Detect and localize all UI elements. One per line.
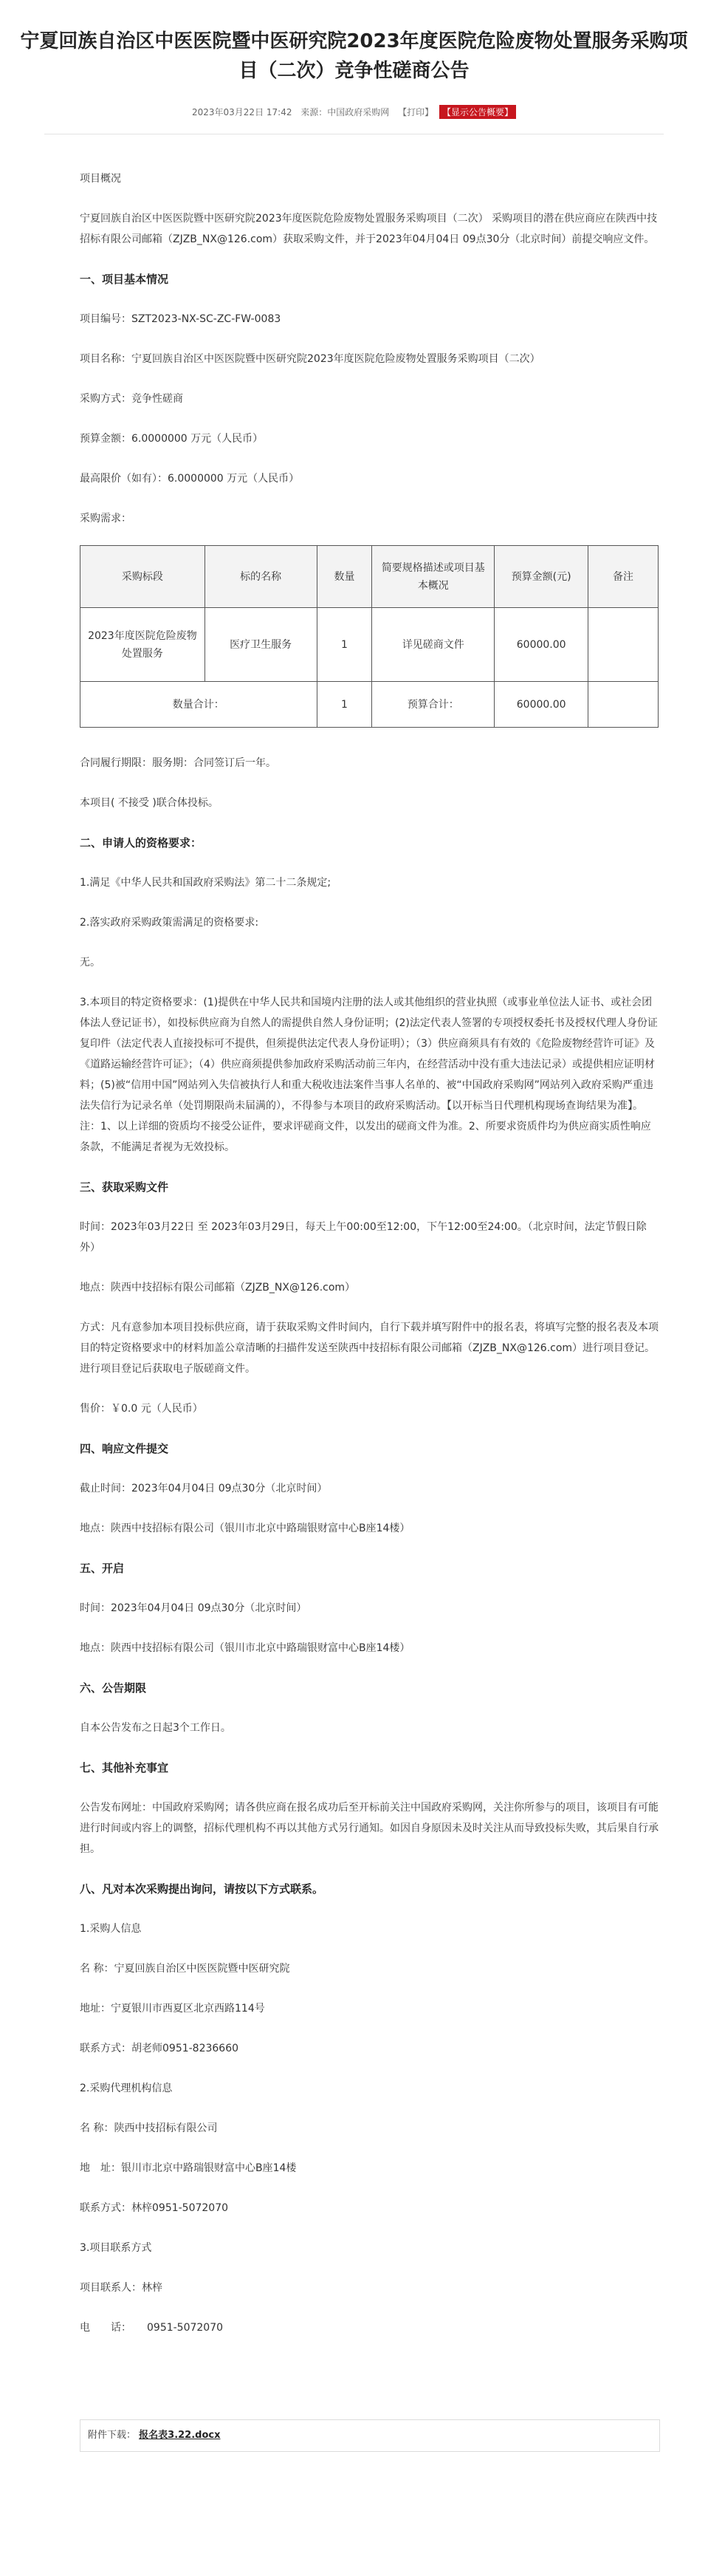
table-cell: 2023年度医院危险废物处置服务: [80, 608, 205, 682]
obtain-place: 地点：陕西中技招标有限公司邮箱（ZJZB_NX@126.com）: [80, 1282, 356, 1294]
purchaser-label: 1.采购人信息: [80, 1923, 142, 1935]
document-price: 售价：￥0.0 元（人民币）: [80, 1403, 203, 1415]
procurement-method: 采购方式：竞争性磋商: [80, 393, 183, 405]
page-title: 宁夏回族自治区中医医院暨中医研究院2023年度医院危险废物处置服务采购项目（二次）竞争性磋商公告: [20, 30, 688, 82]
table-header-row: [80, 546, 659, 608]
qualification-1: 1.满足《中华人民共和国政府采购法》第二十二条规定;: [80, 877, 331, 889]
announcement-content: [0, 168, 708, 2338]
other-matters: 公告发布网址：中国政府采购网；请各供应商在报名成功后至开标前关注中国政府采购网，关注你所参与的项目，该项目有可能进行时间或内容上的调整，招标代理机构不再以其他方式另行通知。如因自身原因未及时关注从而导致投标失败，其后果自行承担。: [80, 1802, 659, 1855]
obtain-way: 方式：凡有意参加本项目投标供应商，请于获取采购文件时间内，自行下载并填写附件中的报名表，将填写完整的报名表及本项目的特定资格要求中的材料加盖公章清晰的扫描件发送至陕西中技招标有限公司邮箱（ZJZB_NX@126.com）进行项目登记。进行项目登记后获取电子版磋商文件。: [80, 1322, 659, 1375]
print-link[interactable]: 【打印】: [398, 107, 434, 117]
section-4-heading: 四、响应文件提交: [80, 1442, 169, 1455]
table-cell: [588, 608, 659, 682]
section-5-heading: 五、开启: [80, 1562, 125, 1575]
submit-place: 地点：陕西中技招标有限公司（银川市北京中路瑞银财富中心B座14楼）: [80, 1523, 410, 1534]
purchaser-address: 地址：宁夏银川市西夏区北京西路114号: [80, 2003, 265, 2015]
table-cell-empty: [588, 682, 659, 728]
budget-total-label: 预算合计：: [372, 682, 495, 728]
max-price: 最高限价（如有）：6.0000000 万元（人民币）: [80, 473, 300, 485]
purchaser-contact: 联系方式：胡老师0951-8236660: [80, 2043, 239, 2054]
project-contact-label: 3.项目联系方式: [80, 2242, 152, 2254]
joint-bid: 本项目( 不接受 )联合体投标。: [80, 797, 219, 809]
submit-deadline: 截止时间：2023年04月04日 09点30分（北京时间）: [80, 1483, 328, 1494]
table-cell: 1: [317, 608, 372, 682]
attachment-label: 附件下载：: [88, 2430, 137, 2441]
table-row: [80, 608, 659, 682]
show-summary-button[interactable]: 【显示公告概要】: [439, 105, 516, 119]
section-6-heading: 六、公告期限: [80, 1681, 147, 1695]
budget-amount: 预算金额：6.0000000 万元（人民币）: [80, 433, 264, 445]
section-7-heading: 七、其他补充事宜: [80, 1761, 169, 1774]
section-3-heading: 三、获取采购文件: [80, 1181, 169, 1194]
publish-date: 2023年03月22日 17:42: [191, 107, 292, 117]
attachment-box: [80, 2419, 660, 2452]
project-contact-person: 项目联系人：林梓: [80, 2282, 162, 2294]
agency-address: 地 址：银川市北京中路瑞银财富中心B座14楼: [80, 2162, 297, 2174]
overview-heading: 项目概况: [80, 173, 121, 185]
overview-text: 宁夏回族自治区中医医院暨中医研究院2023年度医院危险废物处置服务采购项目（二次） 采购项目的潜在供应商应在陕西中技招标有限公司邮箱（ZJZB_NX@126.com）获取采购文件，并于2023年04月04日 09点30分（北京时间）前提交响应文件。: [80, 213, 658, 245]
procurement-table: [80, 545, 659, 728]
opening-time: 时间：2023年04月04日 09点30分（北京时间）: [80, 1602, 307, 1614]
section-2-heading: 二、申请人的资格要求：: [80, 836, 202, 850]
announcement-period: 自本公告发布之日起3个工作日。: [80, 1722, 231, 1734]
qualification-none: 无。: [80, 957, 100, 968]
meta-line: [0, 105, 708, 119]
budget-total-value: 60000.00: [495, 682, 588, 728]
total-qty-value: 1: [317, 682, 372, 728]
contract-term: 合同履行期限：服务期：合同签订后一年。: [80, 757, 276, 769]
table-cell: 60000.00: [495, 608, 588, 682]
section-8-heading: 八、凡对本次采购提出询问，请按以下方式联系。: [80, 1882, 324, 1896]
section-1-heading: 一、项目基本情况: [80, 273, 169, 286]
obtain-time: 时间：2023年03月22日 至 2023年03月29日，每天上午00:00至12:00，下午12:00至24:00。（北京时间，法定节假日除外）: [80, 1221, 647, 1254]
table-header-cell: 数量: [317, 546, 372, 608]
agency-name: 名 称：陕西中技招标有限公司: [80, 2122, 218, 2134]
table-header-cell: 采购标段: [80, 546, 205, 608]
demand-label: 采购需求：: [80, 513, 131, 525]
project-number: 项目编号：SZT2023-NX-SC-ZC-FW-0083: [80, 313, 281, 325]
attachment-download-link[interactable]: 报名表3.22.docx: [139, 2430, 221, 2441]
project-contact-phone: 电 话： 0951-5072070: [80, 2322, 224, 2334]
qualification-3: 3.本项目的特定资格要求：(1)提供在中华人民共和国境内注册的法人或其他组织的营业执照（或事业单位法人证书、或社会团体法人登记证书），如投标供应商为自然人的需提供自然人身份证明；(2)法定代表人签署的专项授权委托书及授权代理人身份证复印件（法定代表人直接投标可不提供，但须提供法定代表人身份证明）；（3）供应商须具有有效的《危险废物经营许可证》及《道路运输经营许可证》；（4）供应商须提供参加政府采购活动前三年内，在经营活动中没有重大违法记录）或提供相应证明材料；(5)被“信用中国”网站列入失信被执行人和重大税收违法案件当事人名单的、被“中国政府采购网”网站列入政府采购严重违法失信行为记录名单（处罚期限尚未届满的），不得参与本项目的政府采购活动。【以开标当日代理机构现场查询结果为准】。注：1、以上详细的资质均不接受公证件，要求评磋商文件，以发出的磋商文件为准。2、所要求资质件均为供应商实质性响应条款，不能满足者视为无效投标。: [80, 997, 658, 1153]
table-header-cell: 简要规格描述或项目基本概况: [372, 546, 495, 608]
agency-label: 2.采购代理机构信息: [80, 2083, 173, 2094]
purchaser-name: 名 称：宁夏回族自治区中医医院暨中医研究院: [80, 1963, 290, 1975]
table-header-cell: 备注: [588, 546, 659, 608]
table-cell: 医疗卫生服务: [205, 608, 317, 682]
agency-contact: 联系方式：林梓0951-5072070: [80, 2202, 229, 2214]
table-total-row: [80, 682, 659, 728]
table-header-cell: 预算金额(元): [495, 546, 588, 608]
total-qty-label: 数量合计：: [80, 682, 317, 728]
table-header-cell: 标的名称: [205, 546, 317, 608]
project-name: 项目名称：宁夏回族自治区中医医院暨中医研究院2023年度医院危险废物处置服务采购项目（二次）: [80, 353, 540, 365]
table-cell: 详见磋商文件: [372, 608, 495, 682]
qualification-2: 2.落实政府采购政策需满足的资格要求:: [80, 917, 259, 929]
source-label: 来源：中国政府采购网: [300, 107, 390, 117]
opening-place: 地点：陕西中技招标有限公司（银川市北京中路瑞银财富中心B座14楼）: [80, 1642, 410, 1654]
